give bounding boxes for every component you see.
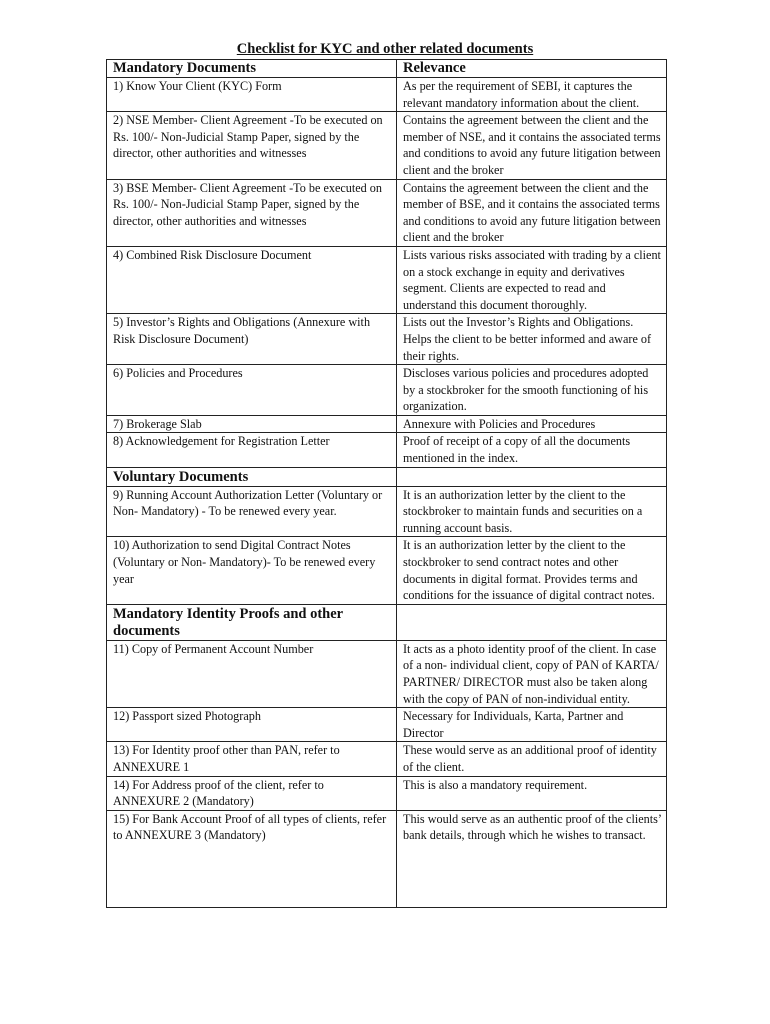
document-cell: 3) BSE Member- Client Agreement -To be executed on Rs. 100/- Non-Judicial Stamp Paper, signed by the director, other authorities and witnesses bbox=[107, 179, 397, 246]
document-cell: 11) Copy of Permanent Account Number bbox=[107, 640, 397, 707]
relevance-cell: It acts as a photo identity proof of the client. In case of a non- individual client, copy of PAN of KARTA/ PARTNER/ DIRECTOR must also be taken along with the copy of PAN of non-individual entity. bbox=[397, 640, 667, 707]
relevance-cell: Discloses various policies and procedures adopted by a stockbroker for the smooth functioning of his organization. bbox=[397, 365, 667, 416]
document-cell: 1) Know Your Client (KYC) Form bbox=[107, 78, 397, 112]
relevance-cell: As per the requirement of SEBI, it captures the relevant mandatory information about the client. bbox=[397, 78, 667, 112]
relevance-cell: This would serve as an authentic proof of the clients’ bank details, through which he wishes to transact. bbox=[397, 810, 667, 907]
relevance-cell: Annexure with Policies and Procedures bbox=[397, 415, 667, 433]
document-cell: 8) Acknowledgement for Registration Letter bbox=[107, 433, 397, 467]
voluntary-documents-heading: Voluntary Documents bbox=[107, 467, 397, 486]
empty-cell bbox=[397, 604, 667, 640]
table-row bbox=[107, 179, 667, 246]
relevance-cell: Contains the agreement between the client and the member of BSE, and it contains the associated terms and conditions to avoid any future litigation between client and the broker bbox=[397, 179, 667, 246]
document-cell: 4) Combined Risk Disclosure Document bbox=[107, 246, 397, 313]
document-cell: 14) For Address proof of the client, refer to ANNEXURE 2 (Mandatory) bbox=[107, 776, 397, 810]
table-row bbox=[107, 415, 667, 433]
document-cell: 9) Running Account Authorization Letter (Voluntary or Non- Mandatory) - To be renewed every year. bbox=[107, 486, 397, 537]
section-header-row bbox=[107, 604, 667, 640]
page-title: Checklist for KYC and other related documents bbox=[236, 41, 534, 57]
table-row bbox=[107, 78, 667, 112]
document-cell: 15) For Bank Account Proof of all types of clients, refer to ANNEXURE 3 (Mandatory) bbox=[107, 810, 397, 907]
table-row bbox=[107, 314, 667, 365]
checklist-table bbox=[106, 59, 667, 908]
relevance-cell: Necessary for Individuals, Karta, Partner and Director bbox=[397, 708, 667, 742]
document-cell: 6) Policies and Procedures bbox=[107, 365, 397, 416]
empty-cell bbox=[397, 467, 667, 486]
table-row bbox=[107, 246, 667, 313]
table-row bbox=[107, 433, 667, 467]
relevance-cell: Proof of receipt of a copy of all the documents mentioned in the index. bbox=[397, 433, 667, 467]
relevance-cell: Lists various risks associated with trading by a client on a stock exchange in equity and derivatives segment. Clients are expected to read and understand this document thoroughly. bbox=[397, 246, 667, 313]
document-cell: 10) Authorization to send Digital Contract Notes (Voluntary or Non- Mandatory)- To be renewed every year bbox=[107, 537, 397, 604]
document-cell: 2) NSE Member- Client Agreement -To be executed on Rs. 100/- Non-Judicial Stamp Paper, signed by the director, other authorities and witnesses bbox=[107, 112, 397, 179]
document-cell: 13) For Identity proof other than PAN, refer to ANNEXURE 1 bbox=[107, 742, 397, 776]
relevance-cell: These would serve as an additional proof of identity of the client. bbox=[397, 742, 667, 776]
table-row bbox=[107, 708, 667, 742]
table-row bbox=[107, 776, 667, 810]
table-row bbox=[107, 112, 667, 179]
relevance-cell: It is an authorization letter by the client to the stockbroker to maintain funds and securities on a running account basis. bbox=[397, 486, 667, 537]
section-header-row bbox=[107, 467, 667, 486]
table-row bbox=[107, 742, 667, 776]
table-row bbox=[107, 365, 667, 416]
header-row bbox=[107, 60, 667, 78]
table-row bbox=[107, 640, 667, 707]
document-cell: 5) Investor’s Rights and Obligations (Annexure with Risk Disclosure Document) bbox=[107, 314, 397, 365]
table-row bbox=[107, 810, 667, 907]
header-relevance: Relevance bbox=[397, 60, 667, 78]
relevance-cell: Lists out the Investor’s Rights and Obligations. Helps the client to be better informed and aware of their rights. bbox=[397, 314, 667, 365]
document-cell: 12) Passport sized Photograph bbox=[107, 708, 397, 742]
relevance-cell: Contains the agreement between the client and the member of NSE, and it contains the associated terms and conditions to avoid any future litigation between client and the broker bbox=[397, 112, 667, 179]
table-row bbox=[107, 486, 667, 537]
relevance-cell: It is an authorization letter by the client to the stockbroker to send contract notes and other documents in digital format. Provides terms and conditions for the issuance of digital contract notes. bbox=[397, 537, 667, 604]
header-mandatory-documents: Mandatory Documents bbox=[107, 60, 397, 78]
relevance-cell: This is also a mandatory requirement. bbox=[397, 776, 667, 810]
table-row bbox=[107, 537, 667, 604]
document-cell: 7) Brokerage Slab bbox=[107, 415, 397, 433]
identity-proofs-heading: Mandatory Identity Proofs and other documents bbox=[107, 604, 397, 640]
